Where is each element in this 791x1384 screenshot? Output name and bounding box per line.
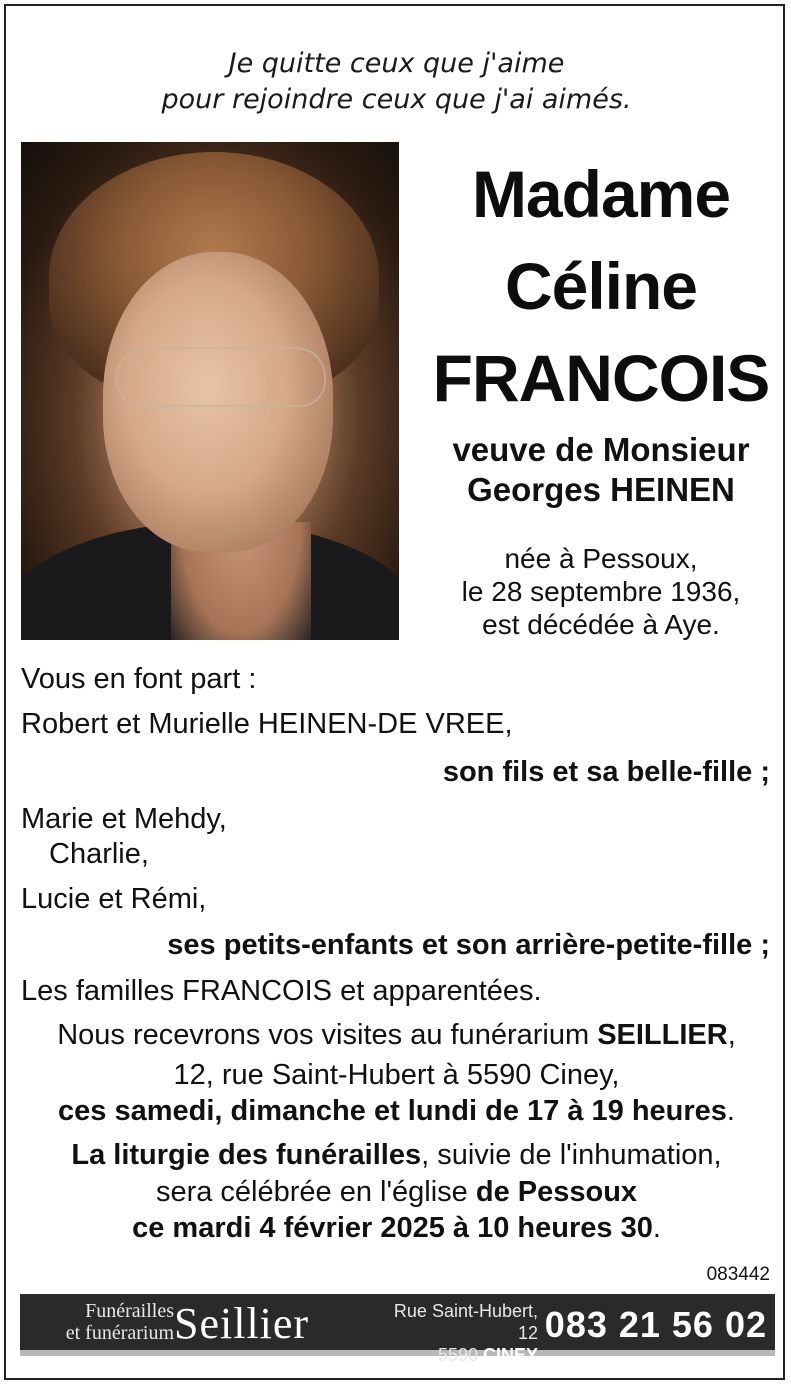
quote-line-1: Je quitte ceux que j'aime — [228, 48, 565, 79]
visits-line-1: Nous recevrons vos visites au funérarium SEILLIER, — [57, 1019, 736, 1051]
obituary-notice — [4, 4, 785, 1380]
reference-number: 083442 — [706, 1264, 770, 1285]
family-son: Robert et Murielle HEINEN-DE VREE, — [21, 708, 513, 740]
funeral-line-3: ce mardi 4 février 2025 à 10 heures 30. — [132, 1212, 661, 1244]
deceased-last-name: FRANCOIS — [432, 341, 770, 415]
portrait-photo — [21, 142, 399, 640]
banner-address: Rue Saint-Hubert, 12 5590 CINEY — [393, 1301, 538, 1365]
visits-line-2: 12, rue Saint-Hubert à 5590 Ciney, — [173, 1059, 620, 1091]
banner-label: Funérailles et funérarium — [65, 1300, 174, 1344]
funeral-line-2: sera célébrée en l'église de Pessoux — [155, 1176, 638, 1208]
funeral-home-banner — [20, 1294, 775, 1365]
epitaph-quote — [6, 46, 787, 118]
funeral-line-1: La liturgie des funérailles, suivie de l'inhumation, — [71, 1139, 722, 1171]
birth-death-info: née à Pessoux, le 28 septembre 1936, est décédée à Aye. — [461, 543, 741, 640]
visits-line-3: ces samedi, dimanche et lundi de 17 à 19 heures. — [58, 1095, 735, 1127]
deceased-title: Madame — [471, 157, 731, 231]
banner-brand: Seillier — [174, 1299, 310, 1348]
banner-phone: 083 21 56 02 — [544, 1304, 767, 1345]
widow-of: veuve de Monsieur Georges HEINEN — [452, 431, 750, 508]
deceased-first-name: Céline — [504, 249, 698, 323]
deceased-name — [426, 148, 776, 424]
family-grandchild-2: Lucie et Rémi, — [21, 883, 207, 915]
family-intro: Vous en font part : — [21, 663, 257, 695]
family-grand-relation: ses petits-enfants et son arrière-petite-fille ; — [167, 929, 770, 961]
family-son-relation: son fils et sa belle-fille ; — [442, 756, 770, 788]
quote-line-2: pour rejoindre ceux que j'ai aimés. — [161, 84, 632, 115]
family-great-grandchild: Charlie, — [49, 838, 149, 870]
family-others: Les familles FRANCOIS et apparentées. — [21, 975, 542, 1007]
family-grandchild-1: Marie et Mehdy, — [21, 803, 227, 835]
